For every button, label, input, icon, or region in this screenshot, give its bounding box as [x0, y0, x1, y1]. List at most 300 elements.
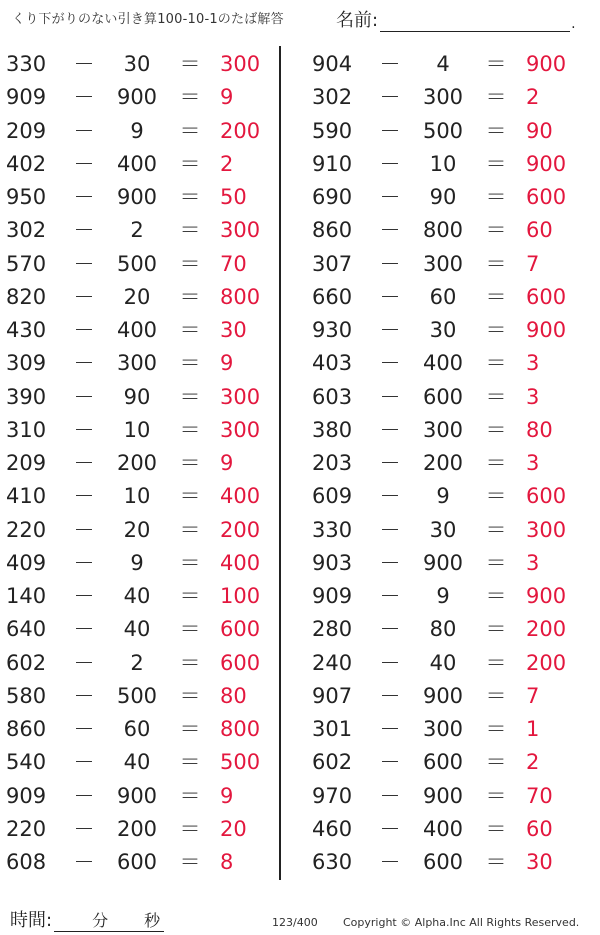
equals-sign: ＝	[179, 717, 201, 741]
equals-sign: ＝	[179, 850, 201, 874]
minus-sign: －	[73, 52, 95, 76]
subtrahend: 40	[123, 584, 151, 608]
problem-row	[312, 115, 582, 148]
answer: 90	[526, 118, 553, 143]
minuend: 590	[312, 118, 353, 143]
answer: 900	[526, 584, 567, 608]
minuend: 540	[6, 750, 47, 775]
name-blank-line	[380, 11, 570, 32]
minuend: 910	[312, 151, 353, 176]
subtrahend: 30	[429, 318, 457, 342]
equals-sign: ＝	[179, 683, 201, 708]
minuend: 690	[312, 185, 353, 209]
problem-row	[6, 846, 276, 879]
equals-sign: ＝	[485, 750, 507, 775]
equals-sign: ＝	[179, 52, 201, 76]
minuend: 302	[6, 218, 47, 243]
equals-sign: ＝	[485, 218, 507, 243]
equals-sign: ＝	[179, 451, 201, 475]
equals-sign: ＝	[179, 151, 201, 176]
equals-sign: ＝	[179, 417, 201, 442]
minuend: 903	[312, 550, 353, 575]
problem-row	[312, 713, 582, 746]
subtrahend: 500	[116, 683, 158, 708]
time-label: 時間:	[10, 910, 53, 931]
answer: 200	[526, 650, 567, 675]
equals-sign: ＝	[485, 850, 507, 874]
subtrahend: 30	[123, 52, 151, 76]
answer: 60	[526, 816, 553, 841]
minus-sign: －	[379, 384, 401, 409]
problem-row	[312, 547, 582, 580]
subtrahend: 30	[429, 517, 457, 542]
minuend: 580	[6, 683, 47, 708]
time-blank-line	[54, 911, 164, 932]
answer: 900	[526, 52, 567, 76]
problem-row	[6, 214, 276, 247]
minuend: 460	[312, 816, 353, 841]
problem-row	[312, 746, 582, 779]
minus-sign: －	[73, 550, 95, 575]
problem-row	[6, 48, 276, 81]
subtrahend: 600	[422, 850, 464, 874]
minuend: 609	[312, 484, 353, 509]
subtrahend: 600	[422, 384, 464, 409]
subtrahend: 40	[123, 750, 151, 775]
answer: 600	[526, 284, 567, 309]
problem-row	[6, 281, 276, 314]
problem-row	[312, 780, 582, 813]
subtrahend: 40	[123, 617, 151, 642]
minuend: 403	[312, 351, 353, 376]
minuend: 860	[312, 218, 353, 243]
minus-sign: －	[73, 484, 95, 509]
subtrahend: 400	[116, 318, 158, 342]
answer: 70	[526, 783, 553, 808]
answer: 20	[220, 816, 247, 841]
subtrahend: 300	[422, 85, 464, 110]
minuend: 309	[6, 351, 47, 376]
minus-sign: －	[379, 816, 401, 841]
equals-sign: ＝	[485, 816, 507, 841]
left-problem-column	[6, 48, 276, 879]
minuend: 820	[6, 284, 47, 309]
minuend: 302	[312, 85, 353, 110]
problem-row	[312, 48, 582, 81]
problem-row	[312, 81, 582, 114]
problem-row	[6, 514, 276, 547]
minutes-label: 分	[92, 911, 109, 930]
equals-sign: ＝	[179, 185, 201, 209]
minuend: 608	[6, 850, 47, 874]
subtrahend: 500	[422, 118, 464, 143]
problem-row	[6, 480, 276, 513]
minus-sign: －	[379, 484, 401, 509]
problem-row	[312, 248, 582, 281]
problem-row	[312, 613, 582, 646]
answer: 3	[526, 351, 540, 376]
subtrahend: 900	[422, 783, 464, 808]
equals-sign: ＝	[485, 151, 507, 176]
problem-row	[312, 647, 582, 680]
subtrahend: 9	[436, 484, 450, 509]
subtrahend: 60	[123, 717, 151, 741]
subtrahend: 800	[422, 218, 464, 243]
answer: 9	[220, 783, 234, 808]
problem-row	[312, 447, 582, 480]
column-divider	[279, 46, 281, 880]
minuend: 220	[6, 816, 47, 841]
subtrahend: 300	[422, 717, 464, 741]
equals-sign: ＝	[485, 384, 507, 409]
minus-sign: －	[73, 351, 95, 376]
answer: 300	[526, 517, 567, 542]
minuend: 603	[312, 384, 353, 409]
subtrahend: 900	[422, 683, 464, 708]
subtrahend: 60	[429, 284, 457, 309]
equals-sign: ＝	[485, 484, 507, 509]
minuend: 402	[6, 151, 47, 176]
minuend: 390	[6, 384, 47, 409]
subtrahend: 900	[116, 85, 158, 110]
minus-sign: －	[379, 218, 401, 243]
equals-sign: ＝	[485, 417, 507, 442]
subtrahend: 600	[422, 750, 464, 775]
minus-sign: －	[379, 750, 401, 775]
minus-sign: －	[379, 85, 401, 110]
problem-row	[6, 547, 276, 580]
problem-row	[312, 846, 582, 879]
equals-sign: ＝	[179, 517, 201, 542]
subtrahend: 10	[429, 151, 457, 176]
answer: 900	[526, 318, 567, 342]
equals-sign: ＝	[485, 318, 507, 342]
minuend: 240	[312, 650, 353, 675]
answer: 2	[526, 750, 540, 775]
equals-sign: ＝	[485, 517, 507, 542]
problem-row	[6, 613, 276, 646]
equals-sign: ＝	[179, 617, 201, 642]
answer: 600	[526, 484, 567, 509]
problem-row	[6, 347, 276, 380]
minus-sign: －	[379, 683, 401, 708]
answer: 7	[526, 683, 540, 708]
answer: 30	[526, 850, 553, 874]
answer: 8	[220, 850, 234, 874]
seconds-label: 秒	[144, 911, 161, 930]
minuend: 409	[6, 550, 47, 575]
subtrahend: 20	[123, 284, 151, 309]
minus-sign: －	[379, 52, 401, 76]
answer: 400	[220, 550, 261, 575]
minus-sign: －	[73, 584, 95, 608]
equals-sign: ＝	[485, 584, 507, 608]
minus-sign: －	[73, 683, 95, 708]
minus-sign: －	[379, 451, 401, 475]
answer: 600	[220, 650, 261, 675]
subtrahend: 300	[422, 417, 464, 442]
problem-row	[6, 414, 276, 447]
equals-sign: ＝	[179, 318, 201, 342]
minuend: 970	[312, 783, 353, 808]
answer: 9	[220, 451, 234, 475]
problem-row	[312, 580, 582, 613]
minus-sign: －	[379, 550, 401, 575]
answer: 300	[220, 52, 261, 76]
copyright-notice: Copyright © Alpha.Inc All Rights Reserved.	[343, 916, 580, 929]
equals-sign: ＝	[485, 650, 507, 675]
minus-sign: －	[73, 284, 95, 309]
equals-sign: ＝	[179, 118, 201, 143]
minus-sign: －	[73, 517, 95, 542]
minus-sign: －	[379, 351, 401, 376]
answer: 300	[220, 384, 261, 409]
minus-sign: －	[73, 318, 95, 342]
minus-sign: －	[73, 617, 95, 642]
equals-sign: ＝	[179, 550, 201, 575]
answer: 7	[526, 251, 540, 276]
equals-sign: ＝	[179, 783, 201, 808]
subtrahend: 600	[116, 850, 158, 874]
minuend: 140	[6, 584, 47, 608]
minuend: 380	[312, 417, 353, 442]
minus-sign: －	[73, 185, 95, 209]
minuend: 860	[6, 717, 47, 741]
page-number: 123/400	[272, 916, 318, 929]
problem-row	[6, 181, 276, 214]
minus-sign: －	[379, 517, 401, 542]
problem-row	[312, 181, 582, 214]
worksheet-title: くり下がりのない引き算100-10-1のたば解答	[12, 12, 284, 27]
subtrahend: 400	[422, 816, 464, 841]
minuend: 570	[6, 251, 47, 276]
minus-sign: －	[73, 118, 95, 143]
minuend: 909	[6, 85, 47, 110]
answer: 600	[526, 185, 567, 209]
problem-row	[6, 381, 276, 414]
problem-row	[312, 381, 582, 414]
minus-sign: －	[379, 118, 401, 143]
equals-sign: ＝	[179, 85, 201, 110]
subtrahend: 200	[116, 451, 158, 475]
minuend: 209	[6, 451, 47, 475]
problem-row	[6, 248, 276, 281]
minus-sign: －	[73, 251, 95, 276]
problem-row	[6, 680, 276, 713]
subtrahend: 10	[123, 417, 151, 442]
minus-sign: －	[73, 451, 95, 475]
equals-sign: ＝	[485, 118, 507, 143]
minuend: 310	[6, 417, 47, 442]
answer: 2	[526, 85, 540, 110]
answer: 400	[220, 484, 261, 509]
time-field	[10, 906, 164, 932]
problem-row	[6, 713, 276, 746]
minus-sign: －	[73, 750, 95, 775]
answer: 60	[526, 218, 553, 243]
minus-sign: －	[379, 650, 401, 675]
answer: 200	[220, 118, 261, 143]
answer: 300	[220, 218, 261, 243]
equals-sign: ＝	[485, 185, 507, 209]
problem-row	[6, 148, 276, 181]
problem-row	[312, 314, 582, 347]
problem-row	[312, 414, 582, 447]
minuend: 209	[6, 118, 47, 143]
subtrahend: 200	[116, 816, 158, 841]
equals-sign: ＝	[179, 484, 201, 509]
minus-sign: －	[73, 783, 95, 808]
equals-sign: ＝	[179, 218, 201, 243]
subtrahend: 900	[116, 783, 158, 808]
answer: 1	[526, 717, 540, 741]
problem-row	[6, 813, 276, 846]
equals-sign: ＝	[485, 351, 507, 376]
minus-sign: －	[73, 816, 95, 841]
subtrahend: 9	[130, 550, 144, 575]
answer: 500	[220, 750, 261, 775]
problem-row	[6, 647, 276, 680]
problem-row	[312, 680, 582, 713]
minuend: 301	[312, 717, 353, 741]
problem-row	[6, 115, 276, 148]
equals-sign: ＝	[179, 284, 201, 309]
equals-sign: ＝	[179, 584, 201, 608]
minuend: 330	[312, 517, 353, 542]
minus-sign: －	[73, 850, 95, 874]
equals-sign: ＝	[179, 384, 201, 409]
equals-sign: ＝	[179, 351, 201, 376]
answer: 80	[220, 683, 247, 708]
answer: 50	[220, 185, 247, 209]
minus-sign: －	[379, 318, 401, 342]
subtrahend: 20	[123, 517, 151, 542]
minus-sign: －	[73, 650, 95, 675]
answer: 800	[220, 717, 261, 741]
answer: 200	[526, 617, 567, 642]
subtrahend: 40	[429, 650, 457, 675]
subtrahend: 400	[116, 151, 158, 176]
minus-sign: －	[379, 284, 401, 309]
problem-row	[6, 580, 276, 613]
minus-sign: －	[379, 417, 401, 442]
subtrahend: 400	[422, 351, 464, 376]
answer: 80	[526, 417, 553, 442]
minus-sign: －	[73, 717, 95, 741]
equals-sign: ＝	[485, 251, 507, 276]
answer: 3	[526, 384, 540, 409]
problem-row	[6, 314, 276, 347]
minuend: 330	[6, 52, 47, 76]
minus-sign: －	[379, 185, 401, 209]
minuend: 602	[312, 750, 353, 775]
problem-row	[312, 347, 582, 380]
answer: 3	[526, 451, 540, 475]
name-field	[336, 6, 576, 32]
minuend: 203	[312, 451, 353, 475]
problem-row	[6, 780, 276, 813]
minus-sign: －	[73, 151, 95, 176]
name-end-mark: .	[571, 16, 576, 32]
equals-sign: ＝	[485, 683, 507, 708]
subtrahend: 900	[116, 185, 158, 209]
equals-sign: ＝	[179, 650, 201, 675]
minus-sign: －	[379, 717, 401, 741]
equals-sign: ＝	[485, 783, 507, 808]
subtrahend: 300	[422, 251, 464, 276]
minus-sign: －	[379, 151, 401, 176]
answer: 30	[220, 318, 247, 342]
answer: 600	[220, 617, 261, 642]
equals-sign: ＝	[179, 816, 201, 841]
minus-sign: －	[73, 218, 95, 243]
answer: 2	[220, 151, 234, 176]
problem-row	[312, 148, 582, 181]
minuend: 909	[312, 584, 353, 608]
problem-row	[312, 813, 582, 846]
equals-sign: ＝	[485, 52, 507, 76]
problem-row	[312, 281, 582, 314]
equals-sign: ＝	[485, 550, 507, 575]
minus-sign: －	[73, 85, 95, 110]
minuend: 630	[312, 850, 353, 874]
minuend: 909	[6, 783, 47, 808]
equals-sign: ＝	[485, 717, 507, 741]
answer: 200	[220, 517, 261, 542]
minuend: 660	[312, 284, 353, 309]
name-label: 名前:	[336, 10, 379, 31]
subtrahend: 10	[123, 484, 151, 509]
subtrahend: 90	[429, 185, 457, 209]
equals-sign: ＝	[179, 750, 201, 775]
equals-sign: ＝	[485, 85, 507, 110]
minuend: 907	[312, 683, 353, 708]
minuend: 430	[6, 318, 47, 342]
answer: 300	[220, 417, 261, 442]
answer: 3	[526, 550, 540, 575]
minuend: 410	[6, 484, 47, 509]
equals-sign: ＝	[485, 617, 507, 642]
minus-sign: －	[73, 384, 95, 409]
subtrahend: 4	[436, 52, 450, 76]
minuend: 220	[6, 517, 47, 542]
minus-sign: －	[379, 850, 401, 874]
problem-row	[6, 746, 276, 779]
equals-sign: ＝	[179, 251, 201, 276]
subtrahend: 90	[123, 384, 151, 409]
answer: 9	[220, 351, 234, 376]
problem-row	[312, 480, 582, 513]
minuend: 640	[6, 617, 47, 642]
minuend: 930	[312, 318, 353, 342]
minus-sign: －	[379, 783, 401, 808]
minus-sign: －	[73, 417, 95, 442]
equals-sign: ＝	[485, 451, 507, 475]
answer: 9	[220, 85, 234, 110]
minus-sign: －	[379, 251, 401, 276]
subtrahend: 9	[130, 118, 144, 143]
answer: 800	[220, 284, 261, 309]
minuend: 602	[6, 650, 47, 675]
minus-sign: －	[379, 617, 401, 642]
subtrahend: 2	[130, 650, 144, 675]
subtrahend: 2	[130, 218, 144, 243]
problem-row	[6, 447, 276, 480]
right-problem-column	[312, 48, 582, 879]
answer: 100	[220, 584, 261, 608]
minuend: 904	[312, 52, 353, 76]
minuend: 307	[312, 251, 353, 276]
